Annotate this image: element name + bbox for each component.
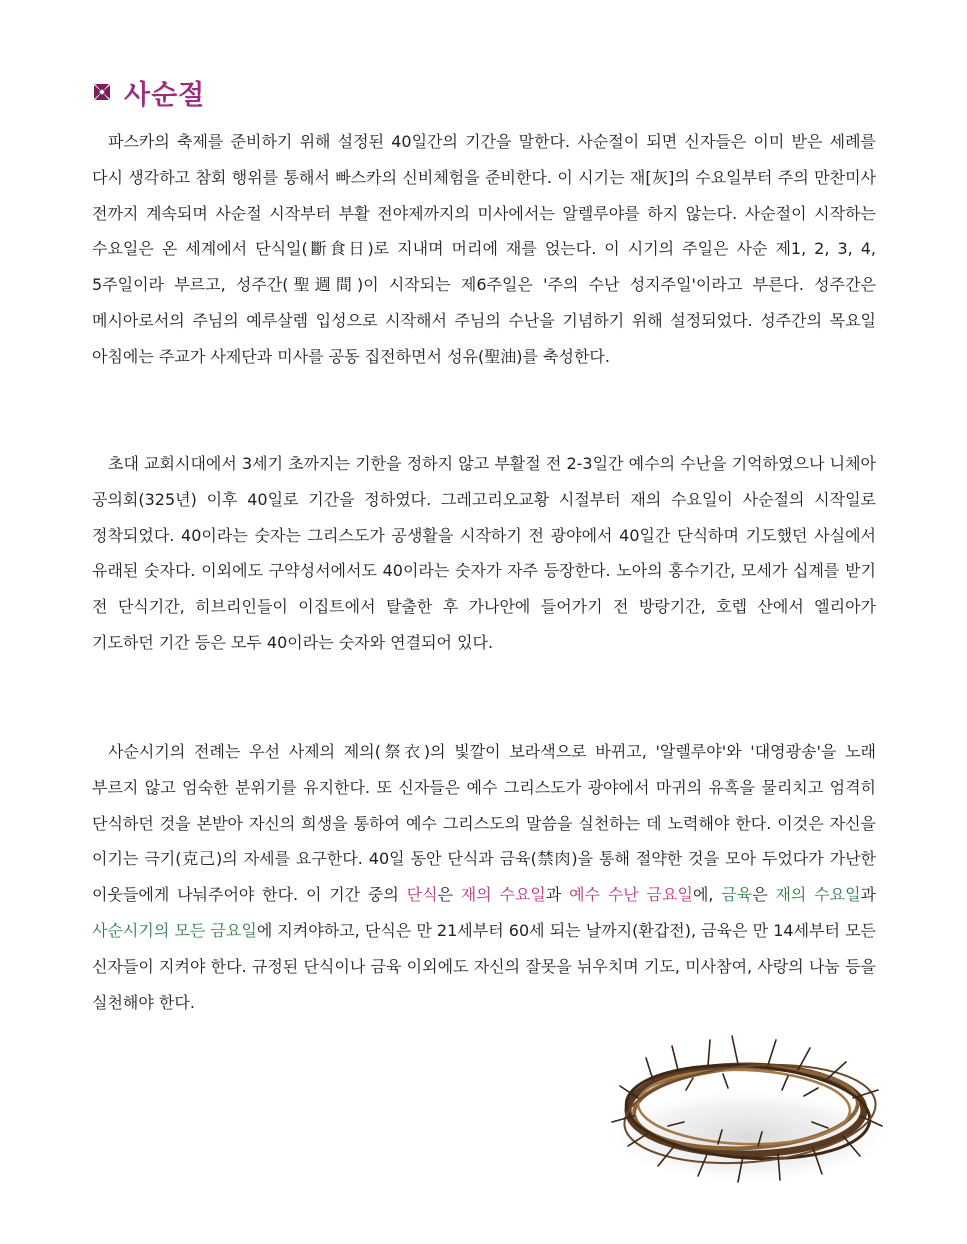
highlight-lent-fridays: 사순시기의 모든 금요일 xyxy=(92,920,257,940)
paragraph-lent-liturgy xyxy=(92,734,876,1020)
connector-text: 은 xyxy=(437,885,461,905)
connector-text: 에, xyxy=(692,885,722,905)
connector-text: 과 xyxy=(545,885,570,905)
paragraph-text: 에 지켜야하고, 단식은 만 21세부터 60세 되는 날까지(환갑전), 금육은 만 14세부터 모든 신자들이 지켜야 한다. 규정된 단식이나 금육 이외에도 자신의 잘못을 뉘우치며 기도, 미사참여, 사랑의 나눔 등을 실천해야 한다. xyxy=(92,920,876,1012)
highlight-ash-wednesday: 재의 수요일 xyxy=(460,885,546,905)
connector-text: 은 xyxy=(752,885,776,905)
connector-text: 과 xyxy=(860,885,877,905)
highlight-good-friday: 예수 수난 금요일 xyxy=(569,885,693,905)
highlight-ash-wednesday-2: 재의 수요일 xyxy=(775,885,861,905)
crown-of-thorns-image xyxy=(598,1028,888,1188)
maltese-cross-icon xyxy=(92,82,112,102)
paragraph-text: 사순시기의 전례는 우선 사제의 제의(祭衣)의 빛깔이 보라색으로 바뀌고, '알렐루야'와 '대영광송'을 노래 부르지 않고 엄숙한 분위기를 유지한다. 또 신자들은 예수 그리스도가 광야에서 마귀의 유혹을 물리치고 엄격히 단식하던 것을 본받아 자신의 희생을 통하여 예수 그리스도의 말씀을 실천하는 데 노력해야 한다. 이것은 자신을 이기는 극기(克己)의 자세를 요구한다. 40일 동안 단식과 금육(禁肉)을 통해 절약한 것을 모아 두었다가 가난한 이웃들에게 나눠주어야 한다. 이 기간 중의 xyxy=(92,742,876,905)
page-title: 사순절 xyxy=(124,79,206,111)
highlight-fasting: 단식 xyxy=(406,885,438,905)
section-header xyxy=(92,70,205,114)
paragraph-lent-history: 초대 교회시대에서 3세기 초까지는 기한을 정하지 않고 부활절 전 2-3일간 예수의 수난을 기억하였으나 니체아 공의회(325년) 이후 40일로 기간을 정하였다. 그레고리오교황 시절부터 재의 수요일이 사순절의 시작일로 정착되었다. 40이라는 숫자는 그리스도가 공생활을 시작하기 전 광야에서 40일간 단식하며 기도했던 사실에서 유래된 숫자다. 이외에도 구약성서에서도 40이라는 숫자가 자주 등장한다. 노아의 홍수기간, 모세가 십계를 받기 전 단식기간, 히브리인들이 이집트에서 탈출한 후 가나안에 들어가기 전 방랑기간, 호렙 산에서 엘리아가 기도하던 기간 등은 모두 40이라는 숫자와 연결되어 있다. xyxy=(92,454,876,652)
highlight-abstinence: 금육 xyxy=(721,885,753,905)
paragraph-lent-definition: 파스카의 축제를 준비하기 위해 설정된 40일간의 기간을 말한다. 사순절이 되면 신자들은 이미 받은 세례를 다시 생각하고 참회 행위를 통해서 빠스카의 신비체험을 준비한다. 이 시기는 재[灰]의 수요일부터 주의 만찬미사 전까지 계속되며 사순절 시작부터 부활 전야제까지의 미사에서는 알렐루야를 하지 않는다. 사순절이 시작하는 수요일은 온 세계에서 단식일(斷食日)로 지내며 머리에 재를 얹는다. 이 시기의 주일은 사순 제1, 2, 3, 4, 5주일이라 부르고, 성주간(聖週間)이 시작되는 제6주일은 '주의 수난 성지주일'이라고 부른다. 성주간은 메시아로서의 주님의 예루살렘 입성으로 시작해서 주님의 수난을 기념하기 위해 설정되었다. 성주간의 목요일 아침에는 주교가 사제단과 미사를 공동 집전하면서 성유(聖油)를 축성한다. xyxy=(92,132,876,366)
